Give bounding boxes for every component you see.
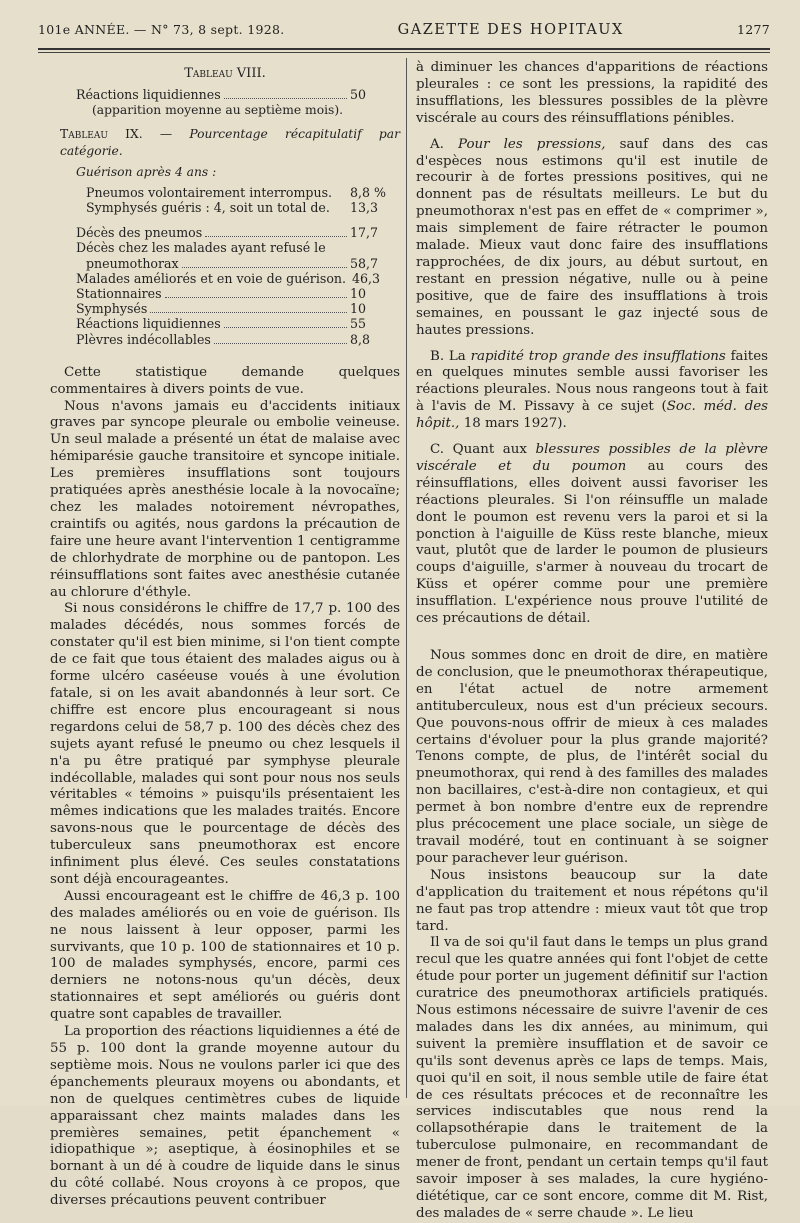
paragraph: à diminuer les chances d'apparitions de réactions pleurales : ce sont les pressions, la rapidité des insufflations, les blessures possibles de la plèvre viscérale au cours des réinsufflations pénibles.: [416, 60, 768, 126]
table-9-subtitle: Guérison après 4 ans :: [76, 164, 217, 179]
table-row: Pneumos volontairement interrompus. 8,8 %: [86, 184, 386, 200]
paragraph-b: B. La rapidité trop grande des insufflations faites en quelques minutes semble aussi favoriser les réactions pleurales. Nous nous rangeons tout à fait à l'avis de M. Pissavy à ce sujet (Soc. méd. des hôpit., 18 mars 1927).: [416, 348, 768, 432]
table-row: Malades améliorés et en voie de guérison. 46,3: [76, 270, 381, 286]
left-column: [50, 60, 400, 1210]
table-8-note: (apparition moyenne au septième mois).: [92, 103, 344, 118]
table-row: Symphysés guéris : 4, soit un total de. 13,3: [86, 199, 379, 215]
header-rule: [38, 48, 770, 50]
table-row: Décès des pneumos 17,7: [76, 225, 379, 241]
paragraph: Si nous considérons le chiffre de 17,7 p. 100 des malades décédés, nous sommes forcés de constater qu'il est bien minime, si l'on tient compte de ce fait que tous étaient des malades aigus ou à forme ulcéro caséeuse voués à une évolution fatale, si on les avait abandonnés à leur sort. Ce chiffre est encore plus encourageant si nous regardons celui de 58,7 p. 100 des décès chez des sujets ayant refusé le pneumo ou chez lesquels il n'a pu être pratiqué par symphyse pleurale indécollable, malades qui sont pour nous nos seuls véritables « témoins » puisqu'ils présentaient les mêmes indications que les malades traités. Encore savons-nous que le pourcentage de décès des tuberculeux sans pneumothorax est encore infiniment plus élevé. Ces seules constatations sont déjà encourageantes.: [50, 601, 400, 887]
paragraph: Il va de soi qu'il faut dans le temps un plus grand recul que les quatre années qui font l'objet de cette étude pour porter un jugement définitif sur l'action curatrice des pneumothorax artificiels pratiqués. Nous estimons nécessaire de suivre l'avenir de ces malades dans les dix années, au minimum, qui suivent la première insufflation et de savoir ce qu'ils sont devenus après ce laps de temps. Mais, quoi qu'il en soit, il nous semble utile de faire état de ces résultats précoces et de reconnaître les services indiscutables que nous rend la collapsothérapie dans le traitement de la tuberculose pulmonaire, en recommandant de mener de front, pendant un certain temps qu'il faut savoir imposer à ses malades, la cure hygiéno-diététique, car ce sont encore, comme dit M. Rist, des malades de « serre chaude ». Le lieu: [416, 935, 768, 1221]
issue-info: 101e ANNÉE. — N° 73, 8 sept. 1928.: [38, 22, 285, 37]
paragraph: Nous n'avons jamais eu d'accidents initiaux graves par syncope pleurale ou embolie veineuse. Un seul malade a présenté un état de malaise avec hémiparésie gauche transitoire et syncope initiale. Les premières insufflations sont toujours pratiquées après anesthésie locale à la novocaïne; chez les malades notoirement névropathes, craintifs ou agités, nous gardons la précaution de faire une heure avant l'intervention 1 centigramme de chlorhydrate de morphine ou de pantopon. Les réinsufflations sont faites avec anesthésie cutanée au chlorure d'éthyle.: [50, 398, 400, 600]
table-row: Symphysés 10: [76, 301, 367, 317]
paragraph: Nous sommes donc en droit de dire, en matière de conclusion, que le pneumothorax thérapeutique, en l'état actuel de notre armement antituberculeux, nous est d'un précieux secours. Que pouvons-nous offrir de mieux à ces malades certains d'évoluer pour la plus grande majorité? Tenons compte, de plus, de l'intérêt social du pneumothorax, qui rend à des familles des malades non bacillaires, c'est-à-dire non contagieux, et qui permet à bon nombre d'entre eux de reprendre plus précocement une place sociale, un siège de travail modéré, tout en continuant à se soigner pour parachever leur guérison.: [416, 648, 768, 866]
table-row: Plèvres indécollables 8,8: [76, 331, 371, 347]
table-row: Réactions liquidiennes 50: [76, 86, 367, 102]
page-number: 1277: [736, 22, 770, 37]
table-row: Réactions liquidiennes 55: [76, 316, 367, 332]
paragraph: Nous insistons beaucoup sur la date d'application du traitement et nous répétons qu'il ne faut pas trop attendre : mieux vaut tôt que trop tard.: [416, 867, 768, 934]
paragraph-c: C. Quant aux blessures possibles de la plèvre viscérale et du poumon au cours des réinsufflations, elles doivent aussi favoriser les réactions pleurales. Si l'on réinsuffle un malade dont le poumon est revenu vers la paroi et si la ponction à l'aiguille de Küss reste blanche, mieux vaut, plutôt que de larder le poumon de plusieurs coups d'aiguille, s'armer à nouveau du trocart de Küss et opérer comme pour une première insufflation. L'expérience nous prouve l'utilité de ces précautions de détail.: [416, 442, 768, 627]
table-row: Décès chez les malades ayant refusé le: [76, 240, 326, 256]
table-9-caption: Tableau IX. — Pourcentage récapitulatif par catégorie.: [60, 127, 400, 158]
paragraph: Cette statistique demande quelques commentaires à divers points de vue.: [50, 364, 400, 397]
paragraph: La proportion des réactions liquidiennes a été de 55 p. 100 dont la grande moyenne autour du septième mois. Nous ne voulons parler ici que des épanchements pleuraux moyens ou abondants, et non de quelques centimètres cubes de liquide apparaissant chez maints malades dans les premières semaines, petit épanchement « idiopathique »; aseptique, à éosinophiles et se bornant à un dé à coudre de liquide dans le sinus du côté collabé. Nous croyons à ce propos, que diverses précautions peuvent contribuer: [50, 1024, 400, 1209]
column-divider: [406, 58, 407, 1098]
table-row: Stationnaires 10: [76, 285, 367, 301]
publication-title: GAZETTE DES HOPITAUX: [397, 22, 624, 38]
paragraph-a: A. Pour les pressions, sauf dans des cas d'espèces nous estimons qu'il est inutile de recourir à de fortes pressions positives, qui ne donnent pas de résultats meilleurs. Le but du pneumothorax n'est pas en effet de « comprimer », mais simplement de faire rétracter le poumon malade. Mieux vaut donc faire des insufflations rapprochées, de dix jours, au début surtout, en restant en pression négative, nulle ou à peine positive, que de faire des insufflations à trois semaines, en poussant le gaz injecté sous de hautes pressions.: [416, 136, 768, 338]
table-row: pneumothorax 58,7: [86, 255, 379, 271]
running-header: [38, 22, 770, 46]
right-column: [416, 60, 768, 1223]
paragraph: Aussi encourageant est le chiffre de 46,3 p. 100 des malades améliorés ou en voie de guérison. Ils ne nous laissent à leur opposer, parmi les survivants, que 10 p. 100 de stationnaires et 10 p. 100 de malades symphysés, encore, parmi ces derniers ne notons-nous qu'un décès, deux stationnaires et sept améliorés ou guéris dont quatre sont capables de travailler.: [50, 888, 400, 1023]
table-8-title: Tableau VIII.: [184, 66, 266, 81]
header-rule-thin: [38, 52, 770, 53]
